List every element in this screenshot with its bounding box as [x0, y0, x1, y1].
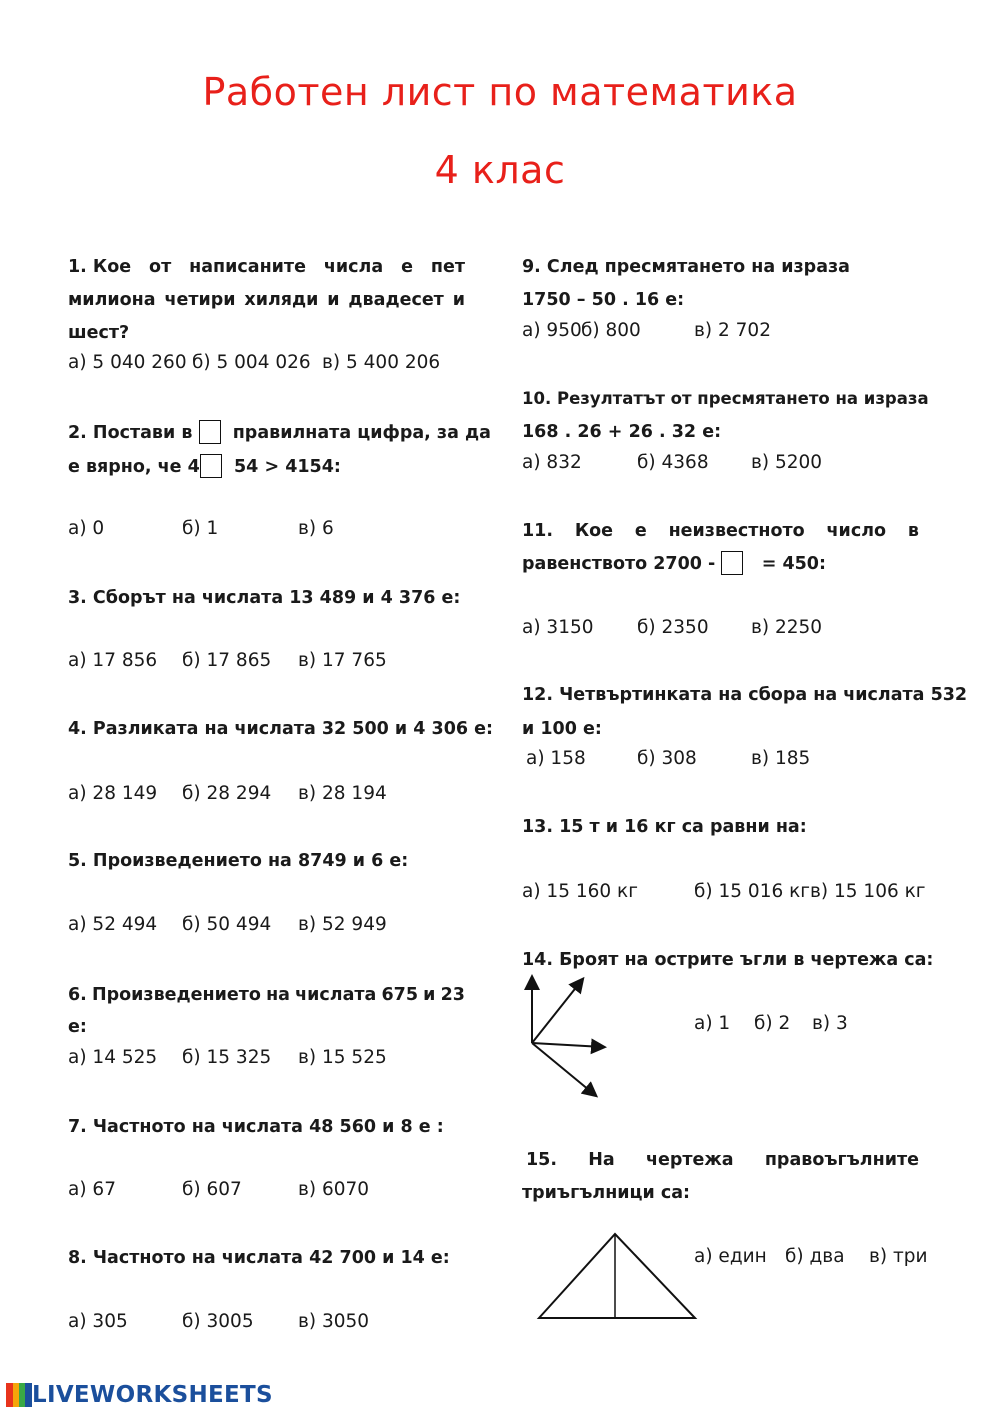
- q5-option-b[interactable]: б) 50 494: [182, 914, 272, 935]
- q9-option-c[interactable]: в) 2 702: [694, 320, 771, 341]
- q2-option-c[interactable]: в) 6: [298, 518, 334, 539]
- q8-option-b[interactable]: б) 3005: [182, 1311, 254, 1332]
- liveworksheets-brand: LIVEWORKSHEETS: [32, 1382, 273, 1408]
- q12-option-b[interactable]: б) 308: [637, 748, 697, 769]
- q3-option-b[interactable]: б) 17 865: [182, 650, 272, 671]
- answer-box[interactable]: [200, 454, 222, 478]
- q12-option-a[interactable]: а) 158: [526, 748, 586, 769]
- answer-box[interactable]: [721, 551, 743, 575]
- q5-option-c[interactable]: в) 52 949: [298, 914, 387, 935]
- answer-box[interactable]: [199, 420, 221, 444]
- question-2-line-1: 2. Постави в правилната цифра, за да: [68, 420, 491, 445]
- question-4-text: 4. Разликата на числата 32 500 и 4 306 е:: [68, 719, 494, 739]
- question-15-line-2: триъгълници са:: [522, 1183, 691, 1203]
- question-3-text: 3. Сборът на числата 13 489 и 4 376 е:: [68, 588, 461, 608]
- question-11-line-2: равенството 2700 - = 450:: [522, 551, 826, 576]
- q11-option-b[interactable]: б) 2350: [637, 617, 709, 638]
- question-15-line-1: 15. На чертежа правоъгълните: [526, 1150, 919, 1170]
- q5-option-a[interactable]: а) 52 494: [68, 914, 158, 935]
- q2-option-a[interactable]: а) 0: [68, 518, 105, 539]
- q13-option-a[interactable]: а) 15 160 кг: [522, 881, 638, 902]
- q10-option-c[interactable]: в) 5200: [751, 452, 823, 473]
- question-2-line-2: е вярно, че 4 54 > 4154:: [68, 454, 341, 479]
- question-7-text: 7. Частното на числата 48 560 и 8 е :: [68, 1117, 444, 1137]
- q15-option-b[interactable]: б) два: [785, 1246, 845, 1267]
- q7-option-c[interactable]: в) 6070: [298, 1179, 370, 1200]
- q14-option-c[interactable]: в) 3: [812, 1013, 848, 1034]
- question-9-line-2: 1750 – 50 . 16 е:: [522, 290, 685, 310]
- triangle-figure: [535, 1230, 700, 1324]
- question-11-line-1: 11. Кое е неизвестното число в: [522, 521, 919, 541]
- q2-option-b[interactable]: б) 1: [182, 518, 219, 539]
- q15-option-a[interactable]: а) един: [694, 1246, 767, 1267]
- question-10-line-2: 168 . 26 + 26 . 32 е:: [522, 422, 722, 442]
- q6-option-a[interactable]: а) 14 525: [68, 1047, 158, 1068]
- q14-option-b[interactable]: б) 2: [754, 1013, 791, 1034]
- question-13-text: 13. 15 т и 16 кг са равни на:: [522, 817, 807, 837]
- q6-option-c[interactable]: в) 15 525: [298, 1047, 387, 1068]
- q6-option-b[interactable]: б) 15 325: [182, 1047, 272, 1068]
- q10-option-b[interactable]: б) 4368: [637, 452, 709, 473]
- q3-option-c[interactable]: в) 17 765: [298, 650, 387, 671]
- question-6-line-2: е:: [68, 1017, 87, 1037]
- angles-figure: [518, 968, 613, 1103]
- q1-option-b[interactable]: б) 5 004 026: [192, 352, 311, 373]
- worksheet-title: Работен лист по математика: [202, 70, 798, 114]
- q8-option-a[interactable]: а) 305: [68, 1311, 128, 1332]
- q10-option-a[interactable]: а) 832: [522, 452, 582, 473]
- q4-option-c[interactable]: в) 28 194: [298, 783, 387, 804]
- q4-option-a[interactable]: а) 28 149: [68, 783, 158, 804]
- q1-option-a[interactable]: а) 5 040 260: [68, 352, 187, 373]
- q12-option-c[interactable]: в) 185: [751, 748, 811, 769]
- question-1-line-2: милиона четири хиляди и двадесет и: [68, 290, 465, 310]
- question-5-text: 5. Произведението на 8749 и 6 е:: [68, 851, 409, 871]
- q9-option-a[interactable]: а) 950: [522, 320, 582, 341]
- question-1-line-1: 1. Кое от написаните числа е пет: [68, 257, 465, 277]
- question-1-line-3: шест?: [68, 323, 130, 343]
- question-10-line-1: 10. Резултатът от пресмятането на израза: [522, 389, 929, 408]
- q7-option-a[interactable]: а) 67: [68, 1179, 116, 1200]
- liveworksheets-logo-icon: [6, 1383, 32, 1407]
- q13-option-c[interactable]: в) 15 106 кг: [810, 881, 926, 902]
- q3-option-a[interactable]: а) 17 856: [68, 650, 158, 671]
- q4-option-b[interactable]: б) 28 294: [182, 783, 272, 804]
- q13-option-b[interactable]: б) 15 016 кг: [694, 881, 811, 902]
- question-12-line-1: 12. Четвъртинката на сбора на числата 532: [522, 685, 968, 705]
- question-14-text: 14. Броят на острите ъгли в чертежа са:: [522, 950, 934, 970]
- q14-option-a[interactable]: а) 1: [694, 1013, 731, 1034]
- q15-option-c[interactable]: в) три: [869, 1246, 928, 1267]
- q11-option-c[interactable]: в) 2250: [751, 617, 823, 638]
- q11-option-a[interactable]: а) 3150: [522, 617, 594, 638]
- question-6-line-1: 6. Произведението на числата 675 и 23: [68, 985, 465, 1005]
- question-12-line-2: и 100 е:: [522, 719, 602, 739]
- q1-option-c[interactable]: в) 5 400 206: [322, 352, 441, 373]
- question-9-line-1: 9. След пресмятането на израза: [522, 257, 850, 277]
- liveworksheets-logo: [6, 1382, 273, 1408]
- question-8-text: 8. Частното на числата 42 700 и 14 е:: [68, 1248, 450, 1268]
- q7-option-b[interactable]: б) 607: [182, 1179, 242, 1200]
- q8-option-c[interactable]: в) 3050: [298, 1311, 370, 1332]
- grade-label: 4 клас: [434, 148, 566, 192]
- q9-option-b[interactable]: б) 800: [581, 320, 641, 341]
